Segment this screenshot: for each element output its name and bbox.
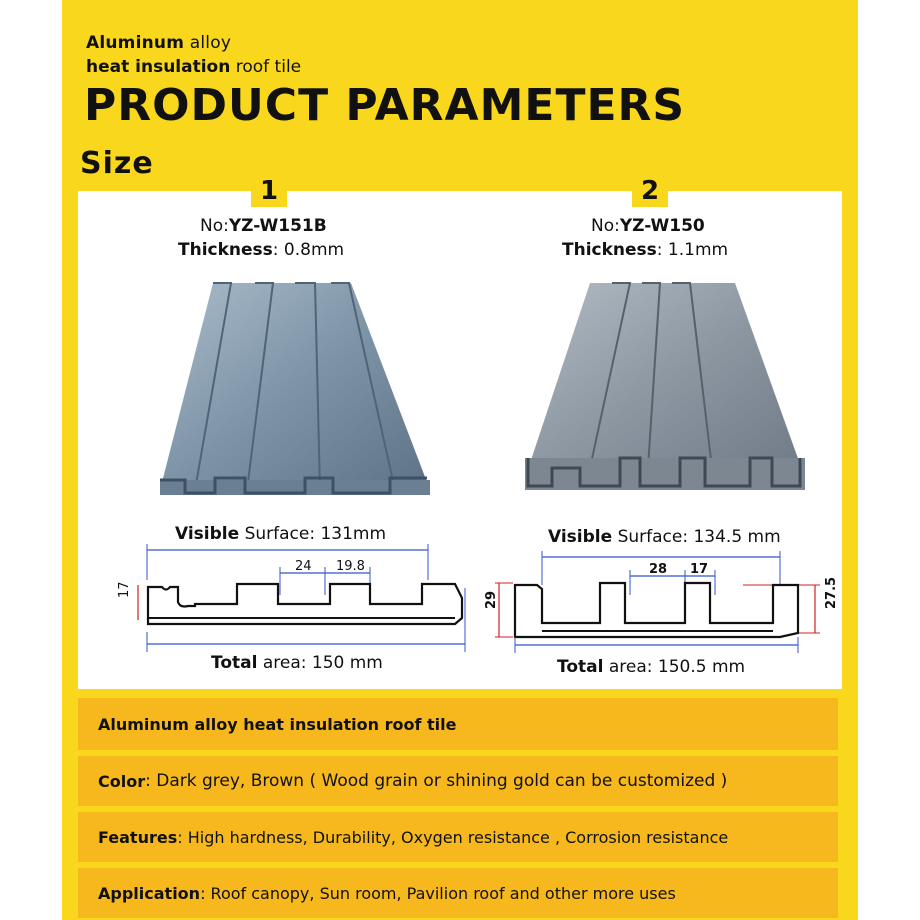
spec-row-color: Color : Dark grey, Brown ( Wood grain or shining gold can be customized ) (78, 756, 838, 806)
product-2-dim-height-right: 27.5 (824, 576, 839, 609)
product-1-profile-diagram (100, 540, 480, 660)
product-2-model: No:YZ-W150 (591, 216, 705, 236)
product-1-thickness: Thickness: 0.8mm (178, 240, 345, 260)
right-margin (858, 0, 920, 920)
product-2-profile-diagram (475, 545, 845, 660)
product-2-total-area: Total area: 150.5 mm (557, 657, 746, 677)
spec-row-title: Aluminum alloy heat insulation roof tile (78, 698, 838, 750)
product-2-visible-surface: Visible Surface: 134.5 mm (548, 527, 781, 547)
subtitle-line-1: Aluminum alloy (86, 33, 232, 53)
product-1-model: No:YZ-W151B (200, 216, 327, 236)
product-2-number: 2 (632, 173, 668, 207)
product-1-dim-a: 24 (295, 559, 312, 574)
spec-row-application: Application : Roof canopy, Sun room, Pavilion roof and other more uses (78, 868, 838, 918)
product-2-thickness: Thickness: 1.1mm (562, 240, 729, 260)
product-1-dim-b: 19.8 (336, 559, 365, 574)
product-1-number: 1 (251, 173, 287, 207)
section-title: Size (80, 146, 154, 181)
product-1-dim-height: 17 (117, 581, 132, 598)
product-1-visible-surface: Visible Surface: 131mm (175, 524, 387, 544)
left-margin (0, 0, 62, 920)
spec-row-features: Features : High hardness, Durability, Oxygen resistance , Corrosion resistance (78, 812, 838, 862)
product-2-dim-height-left: 29 (484, 590, 499, 609)
product-2-dim-b: 17 (690, 562, 709, 577)
product-2-tile-image (520, 278, 810, 500)
product-1-total-area: Total area: 150 mm (211, 653, 383, 673)
subtitle-line-2: heat insulation roof tile (86, 57, 302, 77)
product-1-tile-image (155, 275, 435, 500)
product-2-dim-a: 28 (649, 562, 668, 577)
page-title: PRODUCT PARAMETERS (84, 80, 686, 131)
